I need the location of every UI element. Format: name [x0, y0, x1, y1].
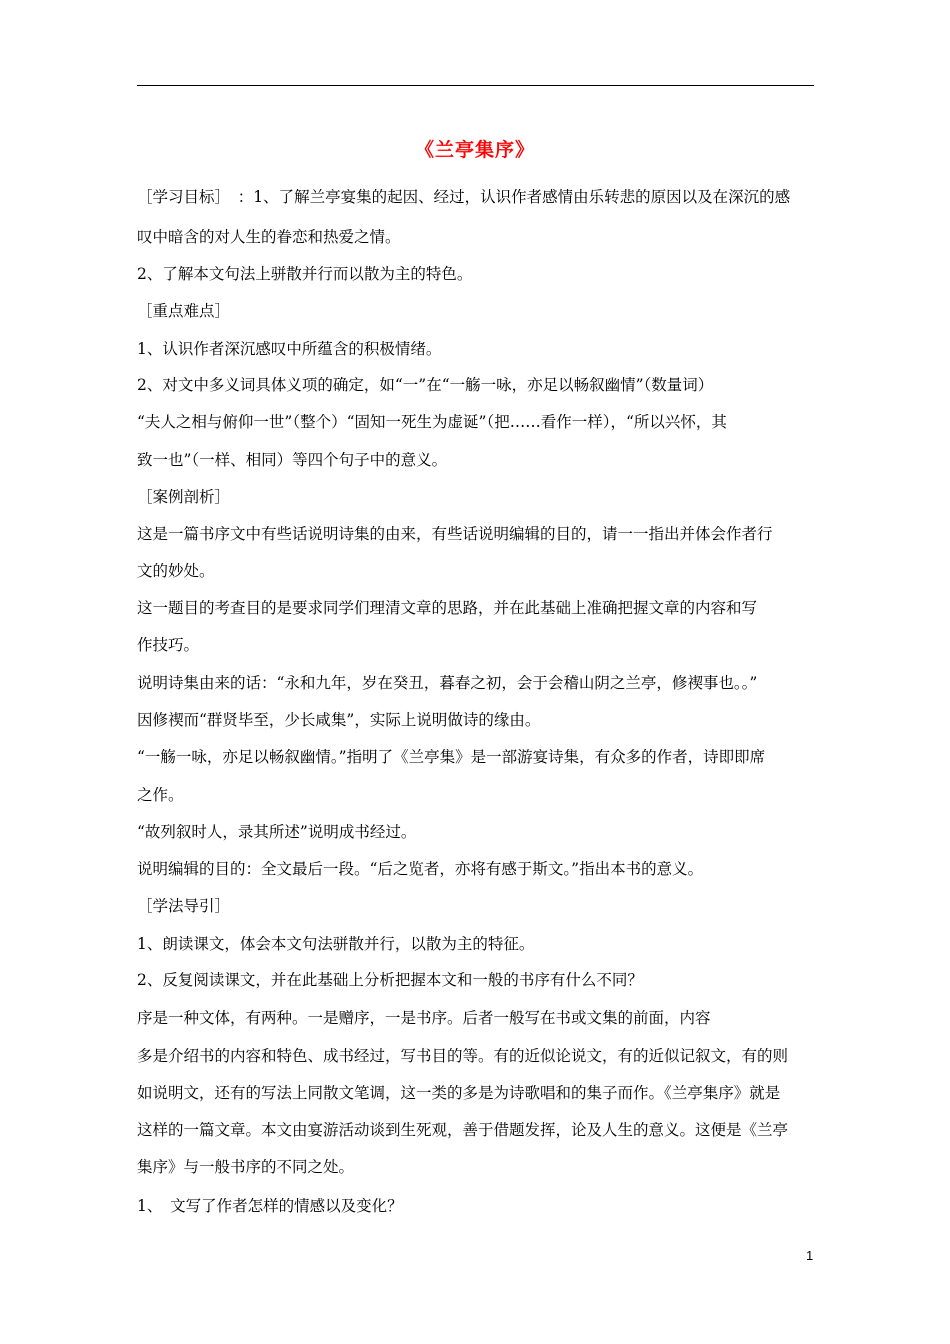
- text-line: 1、认识作者深沉感叹中所蕴含的积极情绪。: [137, 340, 442, 358]
- text-line: 如说明文，还有的写法上同散文笔调，这一类的多是为诗歌唱和的集子而作。《兰亭集序》就是: [137, 1084, 781, 1102]
- text-line: “夫人之相与俯仰一世”（整个）“固知一死生为虚诞”（把……看作一样），“所以兴怀，其: [137, 413, 727, 431]
- text-line: 1、朗读课文，体会本文句法骈散并行，以散为主的特征。: [137, 935, 535, 953]
- text-line: 集序》与一般书序的不同之处。: [137, 1158, 355, 1176]
- text-line: 作技巧。: [137, 636, 200, 654]
- section-heading: ［案例剖析］: [137, 488, 231, 506]
- text-line: “一觞一咏，亦足以畅叙幽情。”指明了《兰亭集》是一部游宴诗集，有众多的作者，诗即即席: [137, 748, 766, 766]
- text-line: 序是一种文体，有两种。一是赠序，一是书序。后者一般写在书或文集的前面，内容: [137, 1009, 711, 1027]
- text-line: 之作。: [137, 786, 184, 804]
- text-line: 1、 文写了作者怎样的情感以及变化？: [137, 1197, 403, 1215]
- section-heading: ［学法导引］: [137, 897, 231, 915]
- page-title: 《兰亭集序》: [414, 139, 535, 161]
- text-line: 这是一篇书序文中有些话说明诗集的由来，有些话说明编辑的目的，请一一指出并体会作者行: [137, 525, 773, 543]
- section-heading: ［重点难点］: [137, 302, 231, 320]
- text-line: “故列叙时人，录其所述”说明成书经过。: [137, 823, 417, 841]
- text-line: 2、反复阅读课文，并在此基础上分析把握本文和一般的书序有什么不同？: [137, 971, 643, 989]
- text-line: 这一题目的考查目的是要求同学们理清文章的思路，并在此基础上准确把握文章的内容和写: [137, 599, 758, 617]
- page-number: 1: [806, 1248, 814, 1263]
- text-line: 叹中暗含的对人生的眷恋和热爱之情。: [137, 228, 401, 246]
- text-line: 文的妙处。: [137, 562, 215, 580]
- text-line: 这样的一篇文章。本文由宴游活动谈到生死观，善于借题发挥，论及人生的意义。这便是《兰亭: [137, 1121, 789, 1139]
- text-line: 因修禊而“群贤毕至，少长咸集”，实际上说明做诗的缘由。: [137, 711, 541, 729]
- text-line: 说明编辑的目的：全文最后一段。“后之览者，亦将有感于斯文。”指出本书的意义。: [137, 860, 704, 878]
- text-line: 多是介绍书的内容和特色、成书经过，写书目的等。有的近似论说文，有的近似记叙文，有的则: [137, 1047, 789, 1065]
- top-rule: [137, 85, 814, 86]
- text-line: 2、了解本文句法上骈散并行而以散为主的特色。: [137, 265, 473, 283]
- text-line: 2、对文中多义词具体义项的确定，如“一”在“一觞一咏，亦足以畅叙幽情”（数量词）: [137, 376, 714, 394]
- text-line: 致一也”（一样、相同）等四个句子中的意义。: [137, 451, 448, 469]
- text-line: ［学习目标］ ：1、了解兰亭宴集的起因、经过，认识作者感情由乐转悲的原因以及在深沉的感: [137, 188, 791, 206]
- text-line: 说明诗集由来的话：“永和九年，岁在癸丑，暮春之初，会于会稽山阴之兰亭，修禊事也。。”: [137, 674, 758, 692]
